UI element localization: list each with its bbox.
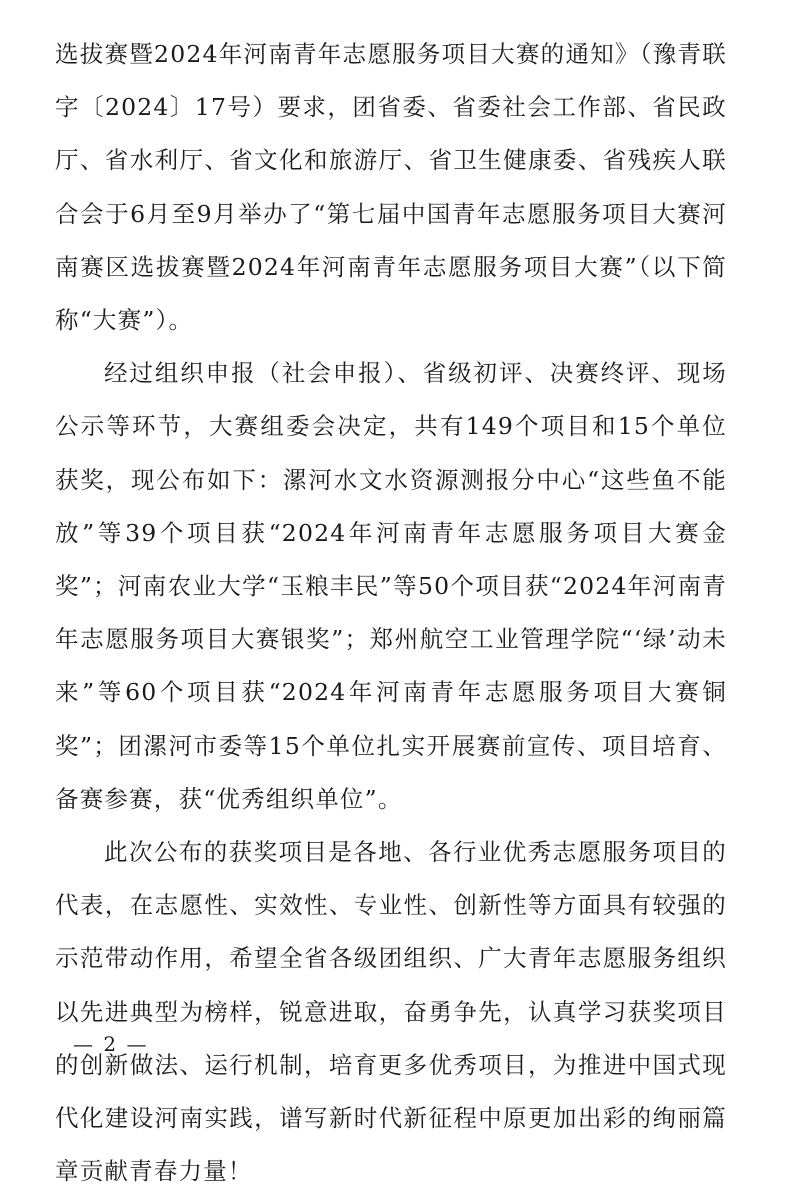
paragraph-awards: 经过组织申报（社会申报）、省级初评、决赛终评、现场公示等环节，大赛组委会决定，共有149个项目和15个单位获奖，现公布如下：漯河水文水资源测报分中心“这些鱼不能放”等39个项目获“2024年河南青年志愿服务项目大赛金奖”；河南农业大学“玉粮丰民”等50个项目获“2024年河南青年志愿服务项目大赛银奖”；郑州航空工业管理学院“‘绿’动未来”等60个项目获“2024年河南青年志愿服务项目大赛铜奖”；团漯河市委等15个单位扎实开展赛前宣传、项目培育、备赛参赛，获“优秀组织单位”。 [55,359,727,813]
paragraph-closing: 此次公布的获奖项目是各地、各行业优秀志愿服务项目的代表，在志愿性、实效性、专业性、创新性等方面具有较强的示范带动作用，希望全省各级团组织、广大青年志愿服务组织以先进典型为榜样，锐意进取，奋勇争先，认真学习获奖项目的创新做法、运行机制，培育更多优秀项目，为推进中国式现代化建设河南实践，谱写新时代新征程中原更加出彩的绚丽篇章贡献青春力量！ [55,838,727,1186]
document-page [55,28,727,1198]
page-number: — 2 — [73,1032,149,1056]
paragraph-continuation: 选拔赛暨2024年河南青年志愿服务项目大赛的通知》（豫青联字〔2024〕17号）要求，团省委、省委社会工作部、省民政厅、省水利厅、省文化和旅游厅、省卫生健康委、省残疾人联合会于6月至9月举办了“第七届中国青年志愿服务项目大赛河南赛区选拔赛暨2024年河南青年志愿服务项目大赛”（以下简称“大赛”）。 [55,40,727,335]
